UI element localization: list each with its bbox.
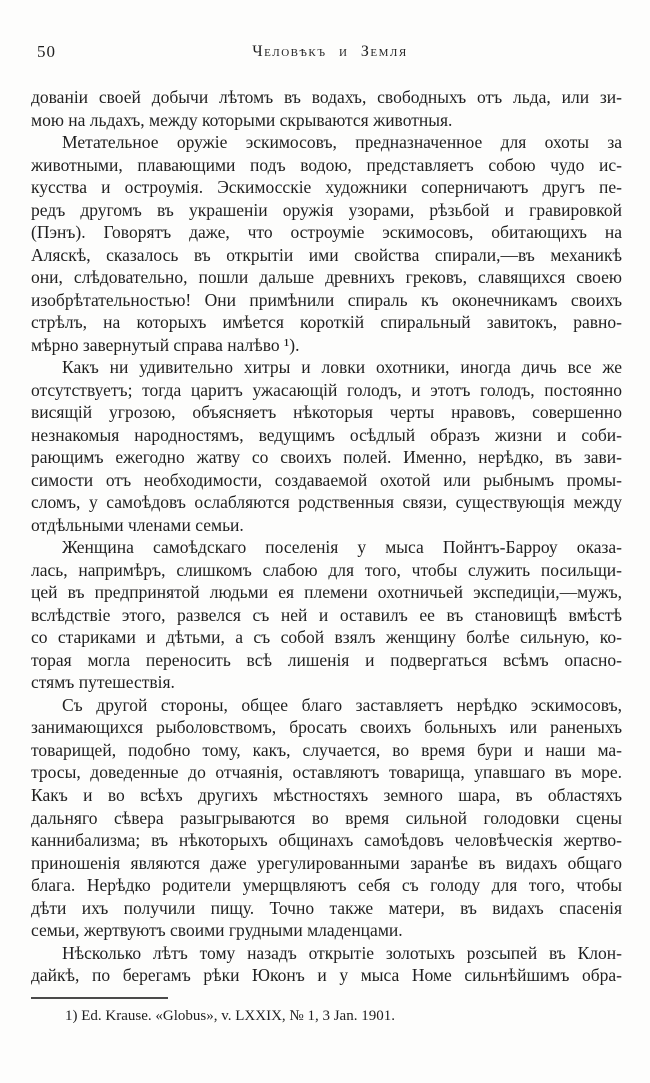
text-line: каннибализма; въ нѣкоторыхъ общинахъ самоѣдовъ человѣческія жертво-	[31, 830, 622, 851]
text-line: занимающихся рыболовствомъ, бросать своихъ больныхъ или раненыхъ	[31, 717, 622, 738]
text-line: Какъ и во всѣхъ другихъ мѣстностяхъ земного шара, въ областяхъ	[31, 784, 622, 805]
text-line: со стариками и дѣтьми, а съ собой взялъ женщину болѣе сильную, ко-	[31, 627, 622, 648]
text-line: Аляскѣ, сказалось въ открытіи ими свойства спирали,—въ механикѣ	[31, 244, 622, 265]
footnote: 1) Ed. Krause. «Globus», v. LXXIX, № 1, 3 Jan. 1901.	[65, 1008, 395, 1024]
page-body	[31, 86, 622, 987]
text-line: сломъ, у самоѣдовъ ослабляются родственныя связи, существующія между	[31, 492, 622, 513]
text-line: Метательное оружіе эскимосовъ, предназначенное для охоты за	[62, 132, 622, 153]
text-line: дѣти ихъ получили пищу. Точно также матери, въ видахъ спасенія	[31, 897, 622, 918]
text-line: Какъ ни удивительно хитры и ловки охотники, иногда дичь все же	[62, 357, 622, 378]
text-line: цей въ предпринятой людьми ея племени охотничьей экспедиціи,—мужъ,	[31, 582, 622, 603]
page-number: 50	[37, 42, 56, 61]
text-line: торая могла переносить всѣ лишенія и подвергаться всѣмъ опасно-	[31, 649, 622, 670]
running-title: Человѣкъ и Земля	[252, 43, 408, 60]
text-line: Съ другой стороны, общее благо заставляетъ нерѣдко эскимосовъ,	[62, 694, 622, 715]
text-line: (Пэнъ). Говорятъ даже, что остроуміе эскимосовъ, обитающихъ на	[31, 222, 622, 243]
text-line: они, слѣдовательно, пошли дальше древнихъ грековъ, славящихся своею	[31, 267, 622, 288]
text-line: мою на льдахъ, между которыми скрываются животныя.	[31, 109, 453, 130]
footnote-separator	[31, 997, 168, 999]
text-line: приношенія являются даже урегулированными заранѣе въ видахъ общаго	[31, 852, 622, 873]
text-line: дайкѣ, по берегамъ рѣки Юконъ и у мыса Номе сильнѣйшимъ обра-	[31, 965, 622, 986]
text-line: семьи, жертвуютъ своими грудными младенцами.	[31, 920, 403, 941]
text-line: висящій угрозою, объясняетъ нѣкоторыя черты нравовъ, совершенно	[31, 402, 622, 423]
text-line: отсутствуетъ; тогда царитъ ужасающій голодъ, и этотъ голодъ, постоянно	[31, 379, 622, 400]
text-line: дальняго сѣвера разыгрываются во время сильной голодовки сцены	[31, 807, 622, 828]
text-line: лась, напримѣръ, слишкомъ слабою для того, чтобы служить посильщи-	[31, 559, 622, 580]
text-line: незнакомыя народностямъ, ведущимъ осѣдлый образъ жизни и соби-	[31, 424, 622, 445]
text-line: рающимъ ежегодно жатву со своихъ полей. Именно, нерѣдко, въ зави-	[31, 447, 622, 468]
text-line: дованіи своей добычи лѣтомъ въ водахъ, свободныхъ отъ льда, или зи-	[31, 87, 622, 107]
text-line: симости отъ необходимости, создаваемой охотой или рыбнымъ промы-	[31, 469, 622, 490]
text-line: вслѣдствіе этого, развелся съ ней и оставилъ ее въ становищѣ вмѣстѣ	[31, 604, 622, 625]
text-line: мѣрно завернутый справа налѣво ¹).	[31, 334, 300, 355]
text-line: кусства и остроумія. Эскимосскіе художники соперничаютъ другъ пе-	[31, 177, 622, 198]
text-line: Нѣсколько лѣтъ тому назадъ открытіе золотыхъ розсыпей въ Клон-	[62, 942, 622, 963]
text-line: стрѣлъ, на которыхъ имѣется короткій спиральный завитокъ, равно-	[31, 312, 622, 333]
text-line: блага. Нерѣдко родители умерщвляютъ себя съ голоду для того, чтобы	[31, 875, 622, 896]
text-line: редъ другомъ въ украшеніи оружія узорами, рѣзьбой и гравировкой	[31, 199, 622, 220]
text-line: товарищей, подобно тому, какъ, случается, во время бури и наши ма-	[31, 739, 622, 760]
text-line: стямъ путешествія.	[31, 672, 175, 693]
text-line: изобрѣтательностью! Они примѣнили спираль къ оконечникамъ своихъ	[31, 289, 622, 310]
text-line: тросы, доведенные до отчаянія, оставляютъ товарища, упавшаго въ море.	[31, 762, 622, 783]
text-line: Женщина самоѣдскаго поселенія у мыса Пойнтъ-Барроу оказа-	[62, 537, 622, 558]
text-line: отдѣльными членами семьи.	[31, 514, 244, 535]
text-line: животными, плавающими подъ водою, представляетъ собою чудо ис-	[31, 154, 622, 175]
